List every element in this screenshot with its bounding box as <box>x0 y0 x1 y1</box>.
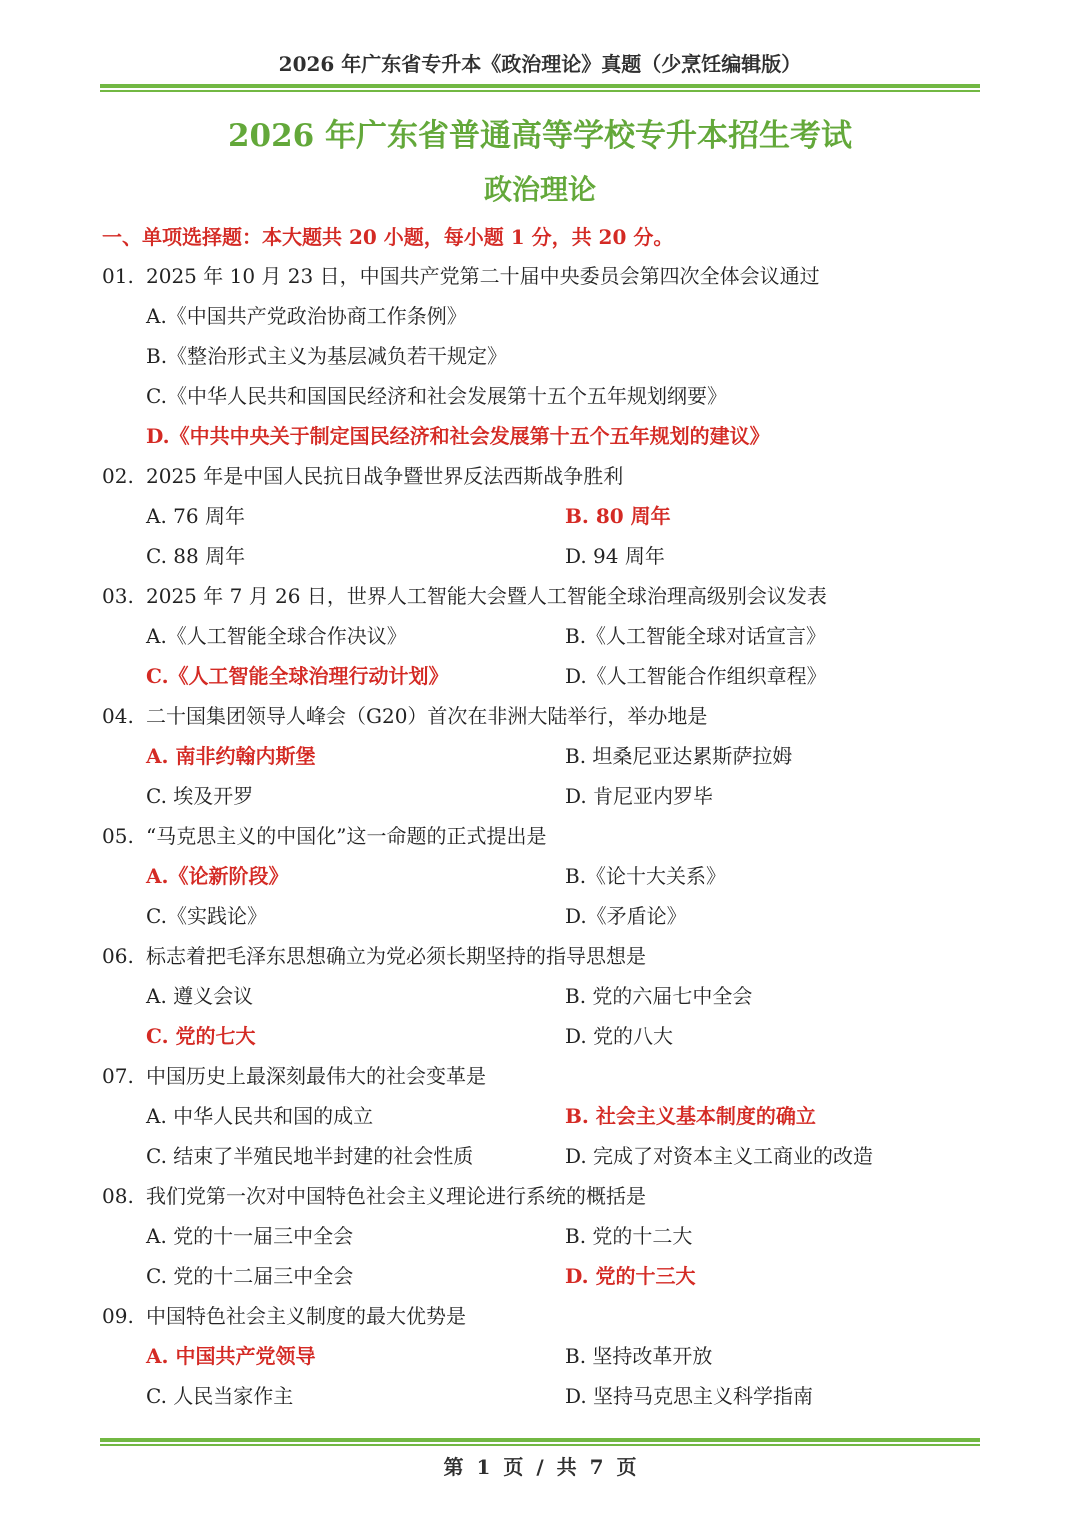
option-c: C. 人民当家作主 <box>146 1384 294 1408</box>
option-b: B. 党的十二大 <box>565 1224 693 1248</box>
option-b: B.《论十大关系》 <box>565 864 727 888</box>
option-b-correct: B. 80 周年 <box>565 504 671 528</box>
question-text: 2025 年是中国人民抗日战争暨世界反法西斯战争胜利 <box>146 464 624 488</box>
option-a-correct: A. 中国共产党领导 <box>146 1344 316 1368</box>
option-b: B.《人工智能全球对话宣言》 <box>565 624 827 648</box>
header-divider <box>100 84 980 92</box>
option-c: C. 结束了半殖民地半封建的社会性质 <box>146 1144 474 1168</box>
question-text: 2025 年 10 月 23 日，中国共产党第二十届中央委员会第四次全体会议通过 <box>146 264 820 288</box>
question-stem <box>0 456 1080 496</box>
option-c-correct: C.《人工智能全球治理行动计划》 <box>146 664 449 688</box>
option-d: D. 94 周年 <box>565 544 665 568</box>
option-d: D.《人工智能合作组织章程》 <box>565 664 827 688</box>
option-b: B. 坦桑尼亚达累斯萨拉姆 <box>565 744 793 768</box>
option-c: C. 埃及开罗 <box>146 784 254 808</box>
option-d: D. 坚持马克思主义科学指南 <box>565 1384 814 1408</box>
option-a: A. 76 周年 <box>146 504 245 528</box>
option-d-correct: D.《中共中央关于制定国民经济和社会发展第十五个五年规划的建议》 <box>146 424 770 448</box>
option-b: B. 党的六届七中全会 <box>565 984 753 1008</box>
question-stem <box>0 936 1080 976</box>
question-stem <box>0 816 1080 856</box>
question-number: 02. <box>102 464 134 488</box>
option-c: C. 88 周年 <box>146 544 246 568</box>
question-text: 标志着把毛泽东思想确立为党必须长期坚持的指导思想是 <box>146 944 646 968</box>
option-a: A.《中国共产党政治协商工作条例》 <box>146 304 467 328</box>
option-a: A. 中华人民共和国的成立 <box>146 1104 374 1128</box>
exam-title: 2026 年广东省普通高等学校专升本招生考试 <box>227 118 853 154</box>
option-c-correct: C. 党的七大 <box>146 1024 256 1048</box>
question-text: 2025 年 7 月 26 日，世界人工智能大会暨人工智能全球治理高级别会议发表 <box>146 584 827 608</box>
option-d: D. 完成了对资本主义工商业的改造 <box>565 1144 874 1168</box>
option-b: B.《整治形式主义为基层减负若干规定》 <box>146 344 508 368</box>
option-d: D. 肯尼亚内罗毕 <box>565 784 714 808</box>
question-text: 我们党第一次对中国特色社会主义理论进行系统的概括是 <box>146 1184 646 1208</box>
option-c: C.《实践论》 <box>146 904 267 928</box>
option-d-correct: D. 党的十三大 <box>565 1264 696 1288</box>
running-header: 2026 年广东省专升本《政治理论》真题（少烹饪编辑版） <box>278 52 802 76</box>
option-b-correct: B. 社会主义基本制度的确立 <box>565 1104 816 1128</box>
question-number: 09. <box>102 1304 134 1328</box>
question-stem <box>0 256 1080 296</box>
question-number: 03. <box>102 584 134 608</box>
section-heading: 一、单项选择题：本大题共 20 小题，每小题 1 分，共 20 分。 <box>102 225 674 249</box>
option-a-correct: A. 南非约翰内斯堡 <box>146 744 316 768</box>
question-number: 01. <box>102 264 134 288</box>
subject-title: 政治理论 <box>483 173 596 206</box>
question-text: “马克思主义的中国化”这一命题的正式提出是 <box>146 824 547 848</box>
question-number: 05. <box>102 824 134 848</box>
question-text: 中国历史上最深刻最伟大的社会变革是 <box>146 1064 486 1088</box>
question-stem <box>0 1056 1080 1096</box>
question-text: 中国特色社会主义制度的最大优势是 <box>146 1304 466 1328</box>
option-a: A. 党的十一届三中全会 <box>146 1224 354 1248</box>
option-d: D. 党的八大 <box>565 1024 674 1048</box>
option-a-correct: A.《论新阶段》 <box>146 864 289 888</box>
question-stem <box>0 1176 1080 1216</box>
option-a: A.《人工智能全球合作决议》 <box>146 624 407 648</box>
question-number: 04. <box>102 704 134 728</box>
option-c: C.《中华人民共和国国民经济和社会发展第十五个五年规划纲要》 <box>146 384 727 408</box>
question-number: 06. <box>102 944 134 968</box>
option-d: D.《矛盾论》 <box>565 904 687 928</box>
question-number: 07. <box>102 1064 134 1088</box>
footer-divider <box>100 1438 980 1446</box>
page-number: 第 1 页 / 共 7 页 <box>443 1455 637 1479</box>
question-stem <box>0 696 1080 736</box>
option-a: A. 遵义会议 <box>146 984 254 1008</box>
question-stem <box>0 576 1080 616</box>
question-stem <box>0 1296 1080 1336</box>
option-c: C. 党的十二届三中全会 <box>146 1264 354 1288</box>
question-list <box>0 256 1080 1416</box>
question-text: 二十国集团领导人峰会（G20）首次在非洲大陆举行，举办地是 <box>146 704 708 728</box>
option-b: B. 坚持改革开放 <box>565 1344 713 1368</box>
question-number: 08. <box>102 1184 134 1208</box>
